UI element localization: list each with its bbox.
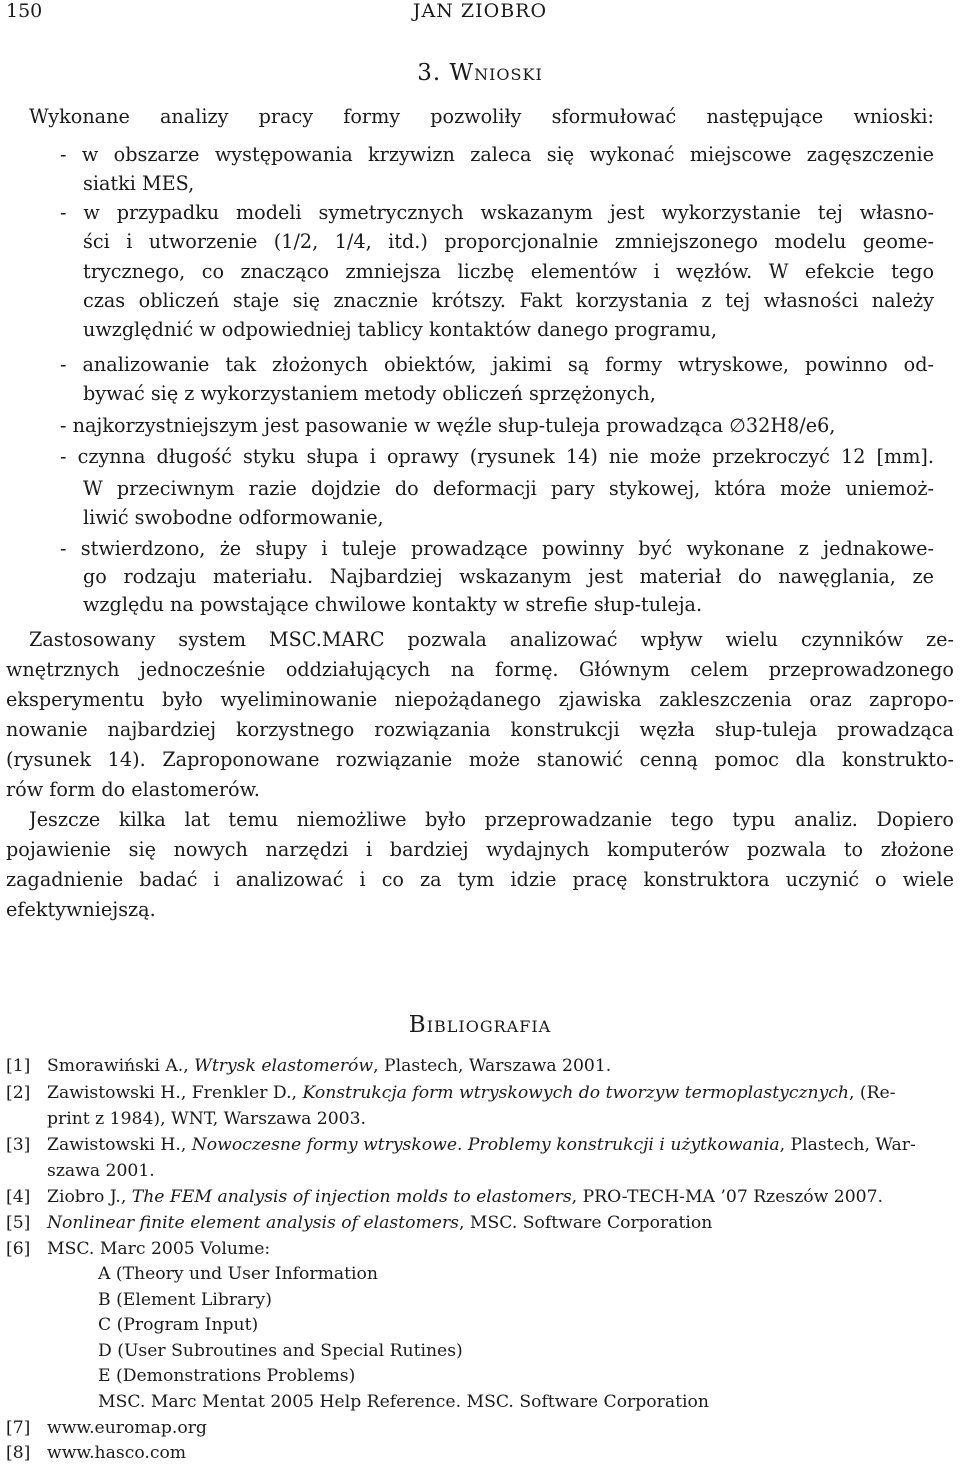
reference-entry: [47, 1185, 883, 1209]
ref-label: [5]: [6, 1213, 31, 1233]
volume-item: E (Demonstrations Problems): [98, 1366, 356, 1386]
bullet-line: - w przypadku modeli symetrycznych wskazanym jest wykorzystanie tej własno-: [60, 201, 934, 224]
bullet-line: - w obszarze występowania krzywizn zaleca się wykonać miejscowe zagęszczenie: [60, 143, 934, 166]
bullet-line: - stwierdzono, że słupy i tuleje prowadzące powinny być wykonane z jednakowe-: [60, 537, 934, 560]
reference-entry: MSC. Marc 2005 Volume:: [47, 1239, 271, 1259]
reference-entry: [47, 1081, 896, 1105]
intro-line: Wykonane analizy pracy formy pozwoliły sformułować następujące wnioski:: [29, 105, 934, 128]
ref-label: [3]: [6, 1135, 31, 1155]
ref-label: [8]: [6, 1443, 31, 1463]
reference-url: www.hasco.com: [47, 1443, 187, 1463]
ref-publisher: , Plastech, Warszawa 2001.: [373, 1056, 612, 1076]
bullet-line: - analizowanie tak złożonych obiektów, jakimi są formy wtryskowe, powinno od-: [60, 353, 934, 376]
ref-label: [7]: [6, 1418, 31, 1438]
reference-entry: [47, 1133, 916, 1157]
ref-author: Ziobro J.,: [47, 1187, 132, 1207]
bullet-line: liwić swobodne odformowanie,: [83, 506, 384, 529]
ref-publisher: , MSC. Software Corporation: [458, 1213, 713, 1233]
section-number: 3.: [417, 60, 442, 86]
paragraph-line: Jeszcze kilka lat temu niemożliwe było przeprowadzanie tego typu analiz. Dopiero: [29, 808, 954, 831]
reference-continuation: szawa 2001.: [47, 1161, 155, 1181]
volume-item: MSC. Marc Mentat 2005 Help Reference. MSC. Software Corporation: [98, 1392, 709, 1412]
bullet-line: W przeciwnym razie dojdzie do deformacji pary stykowej, która może uniemoż-: [83, 477, 934, 500]
ref-author: Zawistowski H., Frenkler D.,: [47, 1083, 303, 1103]
bullet-line: bywać się z wykorzystaniem metody obliczeń sprzężonych,: [83, 382, 656, 405]
paragraph-line: wnętrznych jednocześnie oddziałujących na formę. Głównym celem przeprowadzonego: [6, 658, 954, 681]
volume-item: A (Theory und User Information: [98, 1264, 378, 1284]
ref-title: Nowoczesne formy wtryskowe. Problemy konstrukcji i użytkowania: [191, 1135, 780, 1155]
reference-entry: [47, 1054, 611, 1078]
ref-label: [4]: [6, 1187, 31, 1207]
reference-continuation: print z 1984), WNT, Warszawa 2003.: [47, 1109, 366, 1129]
volume-item: D (User Subroutines and Special Rutines): [98, 1341, 463, 1361]
bibliography-heading: Bibliografia: [408, 1012, 552, 1038]
ref-publisher: , PRO-TECH-MA ’07 Rzeszów 2007.: [571, 1187, 883, 1207]
bullet-line: trycznego, co znacząco zmniejsza liczbę elementów i węzłów. W efekcie tego: [83, 260, 934, 283]
volume-item: C (Program Input): [98, 1315, 259, 1335]
bullet-line: - czynna długość styku słupa i oprawy (rysunek 14) nie może przekroczyć 12 [mm].: [60, 445, 934, 468]
reference-entry: [47, 1211, 712, 1235]
paragraph-line: rów form do elastomerów.: [6, 778, 260, 801]
reference-url: www.euromap.org: [47, 1418, 207, 1438]
ref-label: [1]: [6, 1056, 31, 1076]
ref-publisher: , Plastech, War-: [779, 1135, 916, 1155]
bullet-line: uwzględnić w odpowiedniej tablicy kontaktów danego programu,: [83, 318, 717, 341]
paragraph-line: eksperymentu było wyeliminowanie niepożądanego zjawiska zakleszczenia oraz zapropo-: [6, 688, 954, 711]
paragraph-line: (rysunek 14). Zaproponowane rozwiązanie może stanowić cenną pomoc dla konstrukto-: [6, 748, 954, 771]
ref-title: Konstrukcja form wtryskowych do tworzyw termoplastycznych: [302, 1083, 849, 1103]
bullet-line: - najkorzystniejszym jest pasowanie w węźle słup-tuleja prowadząca ∅32H8/e6,: [60, 414, 836, 437]
ref-title: The FEM analysis of injection molds to elastomers: [131, 1187, 572, 1207]
ref-label: [6]: [6, 1239, 31, 1259]
bullet-line: go rodzaju materiału. Najbardziej wskazanym jest materiał do nawęglania, ze: [83, 565, 934, 588]
ref-title: Nonlinear finite element analysis of elastomers: [47, 1213, 459, 1233]
section-title: Wnioski: [449, 60, 543, 86]
ref-author: Zawistowski H.,: [47, 1135, 192, 1155]
paragraph-line: efektywniejszą.: [6, 898, 156, 921]
bullet-line: siatki MES,: [83, 172, 195, 195]
section-heading: [0, 60, 960, 86]
paragraph-line: nowanie najbardziej korzystnego rozwiązania konstrukcji węzła słup-tuleja prowadząca: [6, 718, 954, 741]
bullet-line: czas obliczeń staje się znacznie krótszy. Fakt korzystania z tej własności należy: [83, 289, 934, 312]
paragraph-line: zagadnienie badać i analizować i co za tym idzie pracę konstruktora uczynić o wiele: [6, 868, 954, 891]
ref-label: [2]: [6, 1083, 31, 1103]
running-header-author: JAN ZIOBRO: [412, 0, 548, 22]
bullet-line: ści i utworzenie (1/2, 1/4, itd.) proporcjonalnie zmniejszonego modelu geome-: [83, 230, 934, 253]
paragraph-line: pojawienie się nowych narzędzi i bardziej wydajnych komputerów pozwala to złożone: [6, 838, 954, 861]
volume-item: B (Element Library): [98, 1290, 272, 1310]
page-number: 150: [6, 0, 43, 22]
bullet-line: względu na powstające chwilowe kontakty w strefie słup-tuleja.: [83, 593, 703, 616]
paragraph-line: Zastosowany system MSC.MARC pozwala analizować wpływ wielu czynników ze-: [29, 628, 954, 651]
ref-title: Wtrysk elastomerów: [194, 1056, 374, 1076]
ref-author: Smorawiński A.,: [47, 1056, 195, 1076]
ref-publisher: , (Re-: [848, 1083, 896, 1103]
